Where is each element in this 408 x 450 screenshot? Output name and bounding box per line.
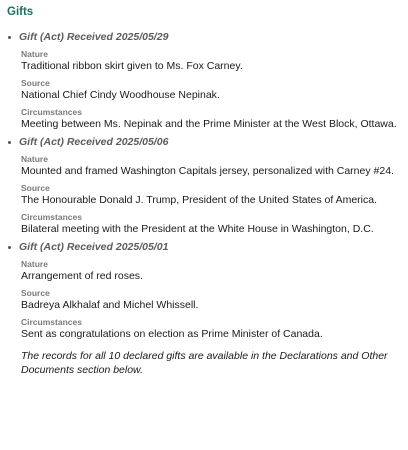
gift-heading: Gift (Act) Received 2025/05/01 (19, 241, 169, 253)
nature-field (19, 49, 400, 73)
nature-field (19, 154, 400, 178)
gift-heading: Gift (Act) Received 2025/05/06 (19, 136, 169, 148)
source-value: National Chief Cindy Woodhouse Nepinak. (21, 89, 220, 101)
circumstances-field (19, 212, 400, 236)
nature-field (19, 259, 400, 283)
footer-note: The records for all 10 declared gifts are available in the Declarations and Other Documents section below. (21, 350, 388, 376)
circumstances-value: Sent as congratulations on election as Prime Minister of Canada. (21, 328, 323, 340)
circumstances-value: Bilateral meeting with the President at the White House in Washington, D.C. (21, 223, 374, 235)
circumstances-label: Circumstances (21, 317, 82, 327)
section-title: Gifts (7, 6, 34, 18)
circumstances-value: Meeting between Ms. Nepinak and the Prime Minister at the West Block, Ottawa. (21, 118, 397, 130)
nature-value: Arrangement of red roses. (21, 270, 143, 282)
bullet-icon (8, 246, 11, 249)
source-value: Badreya Alkhalaf and Michel Whissell. (21, 299, 199, 311)
nature-value: Mounted and framed Washington Capitals jersey, personalized with Carney #24. (21, 165, 394, 177)
circumstances-label: Circumstances (21, 107, 82, 117)
nature-label: Nature (21, 49, 48, 59)
nature-label: Nature (21, 259, 48, 269)
source-label: Source (21, 288, 50, 298)
nature-value: Traditional ribbon skirt given to Ms. Fox Carney. (21, 60, 243, 72)
bullet-icon (8, 36, 11, 39)
source-field (19, 288, 400, 312)
source-value: The Honourable Donald J. Trump, President of the United States of America. (21, 194, 378, 206)
nature-label: Nature (21, 154, 48, 164)
bullet-icon (8, 141, 11, 144)
circumstances-field (19, 107, 400, 131)
source-label: Source (21, 183, 50, 193)
gift-item (7, 31, 400, 131)
gift-heading: Gift (Act) Received 2025/05/29 (19, 31, 169, 43)
source-field (19, 183, 400, 207)
source-label: Source (21, 78, 50, 88)
gift-item (7, 241, 400, 341)
circumstances-field (19, 317, 400, 341)
circumstances-label: Circumstances (21, 212, 82, 222)
source-field (19, 78, 400, 102)
gift-item (7, 136, 400, 236)
